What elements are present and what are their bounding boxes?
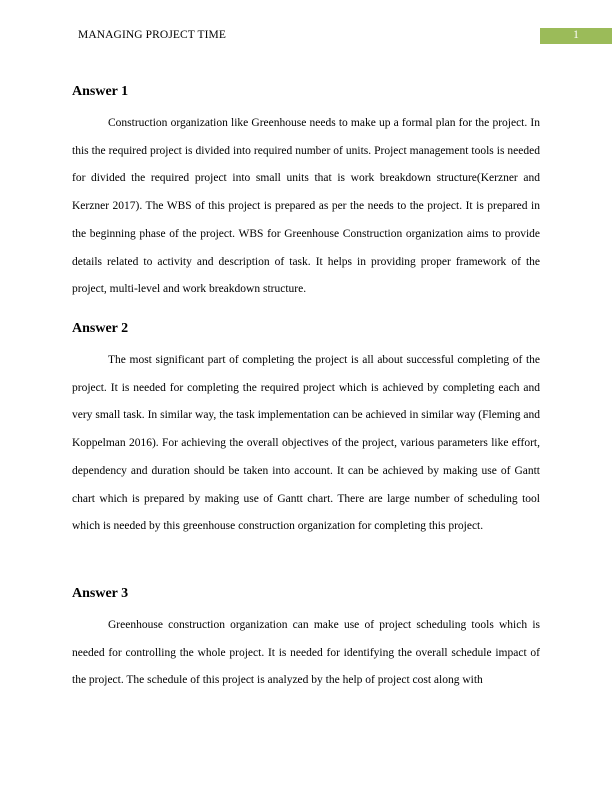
section-answer-1 — [72, 80, 540, 308]
section-answer-3 — [72, 582, 540, 699]
section-answer-2 — [72, 317, 540, 545]
section-heading: Answer 3 — [72, 586, 129, 601]
page-number: 1 — [573, 29, 579, 41]
section-heading: Answer 1 — [72, 84, 129, 99]
section-paragraph: Greenhouse construction organization can make use of project scheduling tools which is needed for controlling the whole project. It is needed for identifying the overall schedule impact of the project. The schedule of this project is analyzed by the help of project cost along with — [72, 619, 540, 687]
section-heading: Answer 2 — [72, 321, 129, 336]
running-head: MANAGING PROJECT TIME — [78, 29, 226, 41]
page-number-box — [540, 28, 612, 44]
section-paragraph: Construction organization like Greenhouse needs to make up a formal plan for the project. In this the required project is divided into required number of units. Project management tools is needed for divided the required project into small units that is work breakdown structure(Kerzner and Kerzner 2017). The WBS of this project is prepared as per the needs to the project. It is prepared in the beginning phase of the project. WBS for Greenhouse Construction organization aims to provide details related to activity and description of task. It helps in providing proper framework of the project, multi-level and work breakdown structure. — [72, 117, 540, 296]
section-paragraph: The most significant part of completing the project is all about successful completing of the project. It is needed for completing the required project which is achieved by completing each and very small task. In similar way, the task implementation can be achieved in similar way (Fleming and Koppelman 2016). For achieving the overall objectives of the project, various parameters like effort, dependency and duration should be taken into account. It can be achieved by making use of Gantt chart which is prepared by making use of Gantt chart. There are large number of scheduling tool which is needed by this greenhouse construction organization for completing this project. — [72, 354, 540, 533]
